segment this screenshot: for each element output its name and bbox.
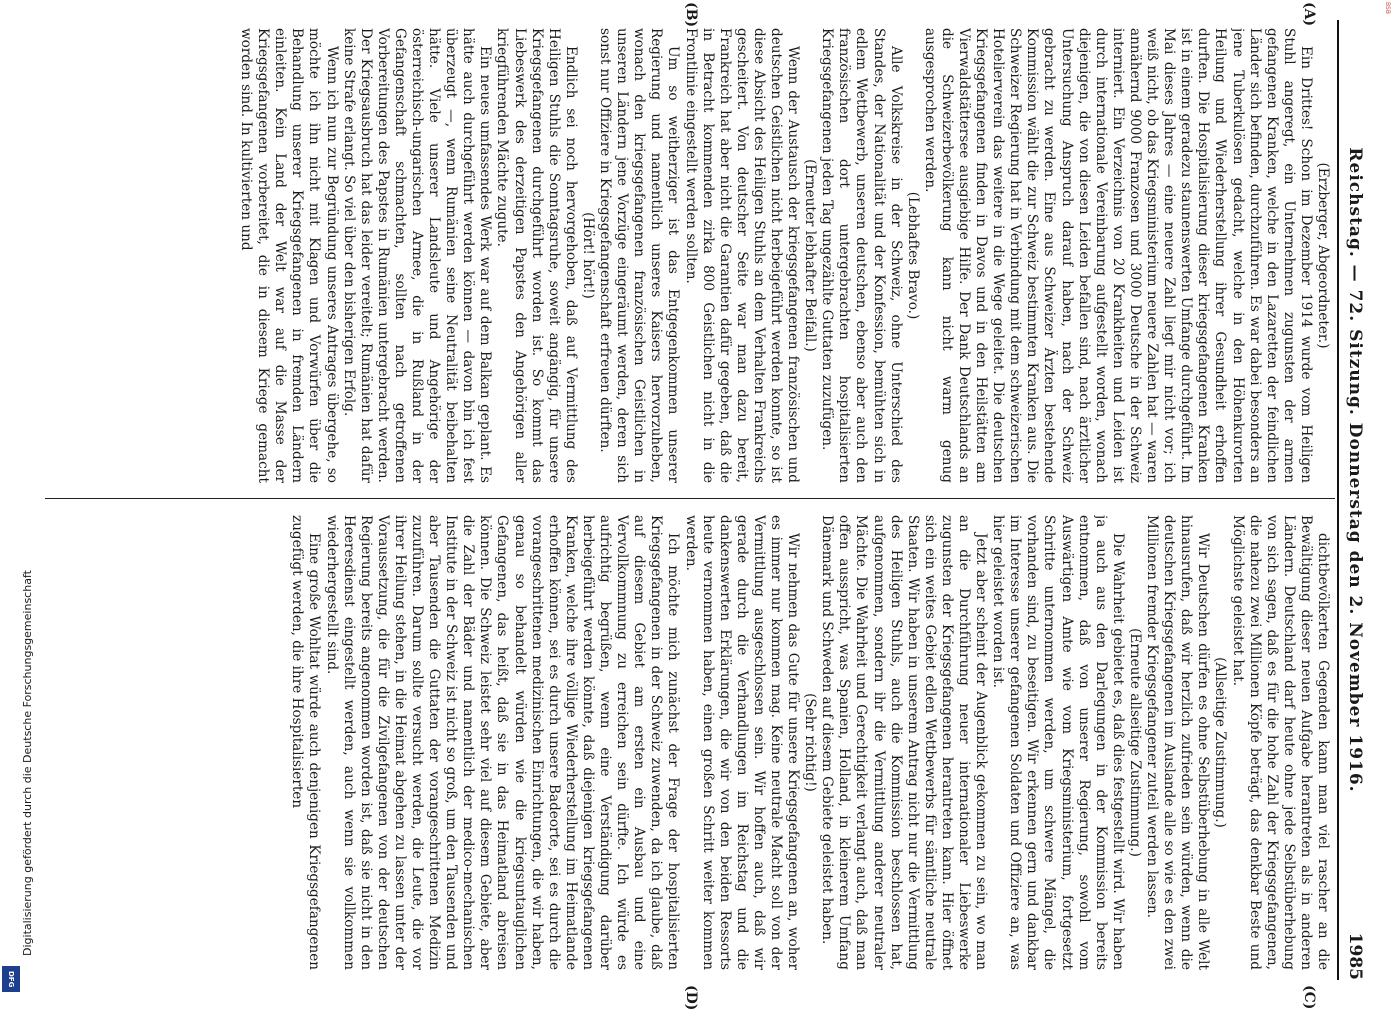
interjection: (Lebhaftes Bravo.): [904, 191, 921, 320]
paragraph: Wir Deutschen dürfen es ohne Selbstüberhebung in alle Welt hinausrufen, daß wir herzlich zufrieden sein würden, wenn die deutschen Kriegsgefangenen im Auslande alle so wie es den zwei Millionen fremder Kriegsgefangener zuteil werden lassen.: [1144, 515, 1212, 970]
column-divider: [45, 498, 1335, 499]
footer-credit: [19, 0, 35, 1000]
page-number: 1985: [1345, 932, 1365, 980]
speaker-line: (Erzberger, Abgeordneter.): [1315, 162, 1331, 349]
header-title: Reichstag. — 72. Sitzung. Donnerstag den 2. November 1916.: [1345, 147, 1365, 793]
marker-a: (A): [1301, 2, 1317, 27]
paragraph: Alle Volkskreise in der Schweiz, ohne Unterschied des Standes, der Nationalität und der Konfession, bemühten sich in edlem Wettbewerb, unseren deutschen, ebenso aber auch den französischen dort untergebrachten hospitalisierten Kriegsgefangenen jeden Tag ungezählte Guttaten zuzufügen.: [819, 28, 904, 483]
right-column: [51, 515, 1331, 970]
paragraph: Endlich sei noch hervorgehoben, daß auf Vermittlung des Heiligen Stuhls die Sonntagsruhe, soweit angängig, für unsere Kriegsgefangenen durchgeführt worden ist. So kommt das Liebeswerk des derzeitigen Papstes den Angehörigen aller kriegführenden Mächte zugute.: [494, 28, 579, 483]
document-page: [35, 0, 1375, 1010]
header-rule: [1337, 20, 1339, 980]
dfg-logo-icon: DFG: [2, 966, 20, 992]
left-column: [51, 28, 1331, 483]
paragraph: Ein Drittes! Schon im Dezember 1914 wurde vom Heiligen Stuhl angeregt, ein Unternehmen zugunsten der armen gefangenen Kranken, welche in den Lazaretten der feindlichen Länder sich befinden, durchzuführen. Es war dabei besonders an jene Tuberkulösen gedacht, welche in den Höhenkurorten Heilung und Wiederherstellung ihrer Gesundheit erhoffen durften. Die Hospitalisierung dieser kriegsgefangenen Kranken ist in einem geradezu staunenswerten Umfange durchgeführt. Im Mai dieses Jahres — eine neuere Zahl liegt mir nicht vor; ich weiß nicht, ob das Kriegsministerium neuere Zahlen hat — waren annähernd 9000 Franzosen und 3000 Deutsche in der Schweiz interniert. Ein Verzeichnis von 20 Krankheiten und Leiden ist durch internationale Vereinbarung aufgestellt worden, wonach diejenigen, die von diesen Leiden befallen sind, nach ärztlicher Untersuchung Anspruch darauf haben, nach der Schweiz gebracht zu werden. Eine aus Schweizer Ärzten bestehende Kommission wählt die zur Schweiz bestimmten Kranken aus. Die Schweizer Regierung hat in Verbindung mit dem schweizerischen Hotelierverein das weitere in die Wege geleitet. Die deutschen Kriegsgefangenen finden in Davos und in den Heilstätten am Vierwaldstättersee ausgiebige Hilfe. Der Dank Deutschlands an die Schweizerbevölkerung kann nicht warm genug ausgesprochen werden.: [921, 28, 1314, 483]
library-mark: BSB: [1384, 2, 1391, 14]
marker-d: (D): [683, 985, 699, 1010]
footer-text: Digitalisierung gefördert durch die Deutsche Forschungsgemeinschaft: [20, 570, 34, 956]
interjection: (Erneuter lebhafter Beifall.): [802, 159, 819, 352]
marker-c: (C): [1301, 985, 1317, 1010]
interjection: (Allseitige Zustimmung.): [1212, 657, 1229, 828]
rotated-page-content: [35, 0, 1375, 1010]
interjection: (Sehr richtig!): [802, 693, 819, 792]
paragraph: Ich möchte mich zunächst der Frage der hospitalisierten Kriegsgefangenen in der Schweiz zuwenden, da ich glaube, daß auf diesem Gebiet am ersten ein Ausbau und eine Vervollkommnung zu erreichen sein dürfte. Ich würde es aufrichtig begrüßen, wenn eine Verständigung darüber herbeigeführt werden könnte, daß diejenigen kriegsgefangenen Kranken, welche ihre völlige Wiederherstellung im Heimatlande erhoffen können, sei es durch unsere Badeorte, sei es durch die vorangeschrittenen medizinischen Einrichtungen, die wir haben, genau so behandelt würden wie die kriegsuntauglichen Gefangenen, das heißt, daß sie in das Heimatland abreisen können. Die Schweiz leistet sehr viel auf diesem Gebiete, aber die Zahl der Bäder und namentlich der medico-mechanischen Institute in der Schweiz ist nicht so groß, um den Tausenden und aber Tausenden die Guttaten der vorangeschrittenen Medizin zuzuführen. Darum sollte versucht werden, die Leute, die vor ihrer Heilung stehen, in die Heimat abgehen zu lassen unter der Voraussetzung, die für die Zivilgefangenen von der deutschen Regierung bereits angenommen worden ist, daß sie nicht in den Heeresdienst eingestellt werden, auch wenn sie vollkommen wiederhergestellt sind.: [323, 515, 682, 970]
paragraph: Um so weitherziger ist das Entgegenkommen unserer Regierung und namentlich unseres Kaisers hervorzuheben, wonach den kriegsgefangenen französischen Geistlichen in unseren Ländern jene Vorzüge eingeräumt werden, deren sich sonst nur Offiziere in Kriegsgefangenschaft erfreuen dürften.: [597, 28, 682, 483]
paragraph: Die Wahrheit gebietet es, daß dies festgestellt wird. Wir haben ja auch aus den Darlegungen in der Kommission bereits entnommen, daß von unserer Regierung, sowohl vom Auswärtigen Amte wie vom Kriegsministerium, fortgesetzt Schritte unternommen werden, um schwere Mängel, die vorhanden sind, zu beseitigen. Wir erkennen gern und dankbar im Interesse unserer gefangenen Soldaten und Offiziere an, was hier geleistet worden ist.: [990, 515, 1126, 970]
paragraph: dichtbevölkerten Gegenden kann man viel rascher an die Bewältigung dieser neuen Aufgabe herantreten als in anderen Ländern. Deutschland darf heute ohne jede Selbstüberhebung von sich sagen, daß es für die hohe Zahl der Kriegsgefangenen, die nahezu zwei Millionen Köpfe beträgt, das denkbar Beste und Möglichste geleistet hat.: [1229, 515, 1331, 970]
footer-bar: [2, 0, 34, 1000]
paragraph: Ein neues umfassendes Werk war auf dem Balkan geplant. Es hätte auch durchgeführt werden können — davon bin ich fest überzeugt —, wenn Rumänien seine Neutralität beibehalten hätte. Viele unserer Landsleute und Angehörige der österreichisch-ungarischen Armee, die in Rußland in der Gefangenschaft schmachten, sollten nach getroffenen Vorbereitungen des Papstes in Rumänien untergebracht werden. Der Kriegsausbruch hat das leider vereitelt; Rumänien hat dafür keine Strafe erlangt. So viel über den bisherigen Erfolg.: [340, 28, 494, 483]
interjection: (Erneute allseitige Zustimmung.): [1126, 628, 1143, 857]
interjection: (Hört! hört!): [579, 212, 596, 299]
marker-b: (B): [683, 2, 699, 28]
paragraph: Wenn der Austausch der kriegsgefangenen französischen und deutschen Geistlichen nicht herbeigeführt werden konnte, so ist diese Absicht des Heiligen Stuhls an dem Verhalten Frankreichs gescheitert. Von deutscher Seite war man dazu bereit, Frankreich hat aber nicht die Garantien dafür gegeben, daß die in Betracht kommenden zirka 800 Geistlichen nicht in die Frontlinie eingestellt werden sollten.: [682, 28, 802, 483]
paragraph: Jetzt aber scheint der Augenblick gekommen zu sein, wo man an die Durchführung neuer internationaler Liebeswerke zugunsten der Kriegsgefangenen herantreten kann. Hier öffnet sich ein weites Gebiet edlen Wettbewerbs für sämtliche neutrale Staaten. Wir haben in unserem Antrag nicht nur die Vermittlung des Heiligen Stuhls, auch die Kommission beschlossen hat, aufgenommen, sondern ihr die Vermittlung anderer neutraler Mächte. Die Wahrheit und Gerechtigkeit verlangt auch, daß man offen ausspricht, was Spanien, Holland, in kleinerem Umfang Dänemark und Schweden auf diesem Gebiete geleistet haben.: [819, 515, 990, 970]
page-header: [1341, 20, 1369, 980]
paragraph: Wir nehmen das Gute für unsere Kriegsgefangenen an, woher es immer nur kommen mag. Keine neutrale Macht soll von der Vermittlung ausgeschlossen sein. Wir hoffen auch, daß wir gerade durch die Verhandlungen im Reichstag und die dankenswerten Erklärungen, die wir von den beiden Ressorts heute vernommen haben, einen großen Schritt weiter kommen werden.: [682, 515, 802, 970]
paragraph: Wenn ich nun zur Begründung unseres Antrages übergehe, so möchte ich ihn nicht mit Klagen und Vorwürfen über die Behandlung unserer Kriegsgefangenen in fremden Ländern einleiten. Kein Land der Welt war auf die Masse der Kriegsgefangenen vorbereitet, die in diesem Kriege gemacht worden sind. In kultivierten und: [238, 28, 340, 483]
paragraph: Eine große Wohltat würde auch denjenigen Kriegsgefangenen zugefügt werden, die ihre Hospitalisierten: [289, 515, 323, 970]
